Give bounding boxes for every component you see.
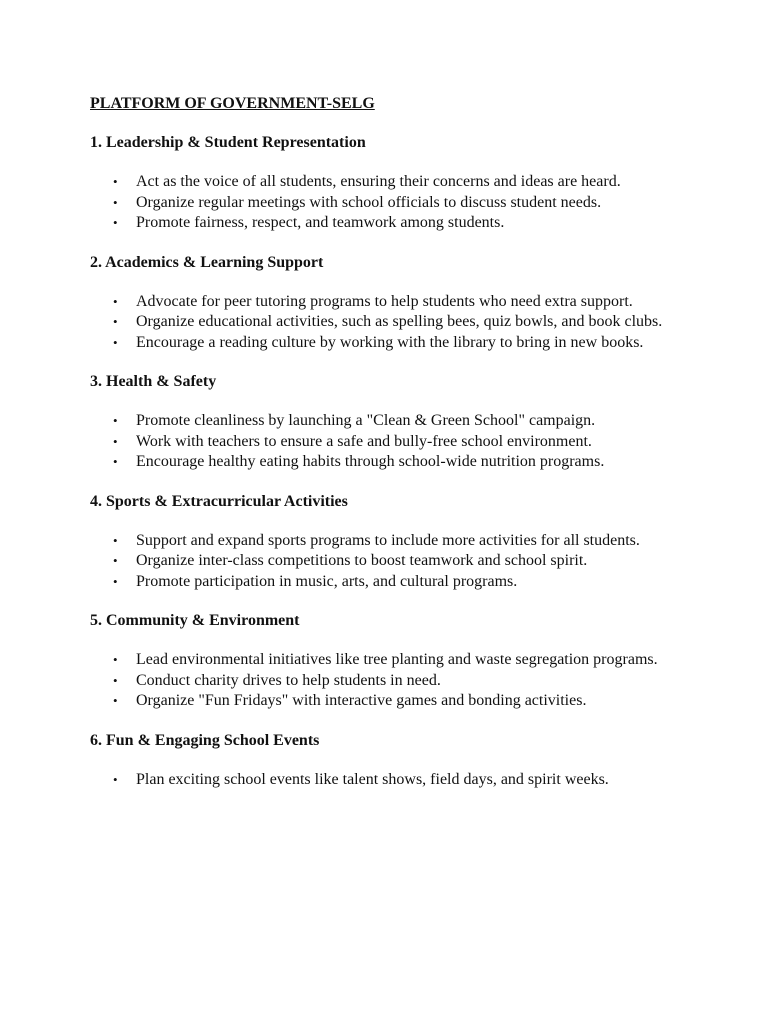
- bullet-icon: •: [113, 314, 118, 329]
- list-item-text: Promote participation in music, arts, and cultural programs.: [136, 572, 518, 590]
- list-item: [90, 312, 690, 333]
- section-heading: 5. Community & Environment: [90, 612, 300, 629]
- list-item: [90, 551, 690, 572]
- list-item-text: Conduct charity drives to help students in need.: [136, 671, 441, 689]
- list-item-text: Promote fairness, respect, and teamwork among students.: [136, 214, 505, 231]
- list-item: [90, 193, 690, 214]
- section-heading: 3. Health & Safety: [90, 373, 217, 390]
- list-item-text: Encourage a reading culture by working with the library to bring in new books.: [136, 333, 644, 351]
- list-item: [90, 531, 690, 552]
- list-item: [90, 691, 690, 712]
- list-item-text: Work with teachers to ensure a safe and bully-free school environment.: [136, 432, 592, 450]
- bullet-icon: •: [113, 672, 118, 688]
- bullet-icon: •: [113, 194, 118, 210]
- bullet-list: [90, 172, 690, 234]
- bullet-icon: •: [113, 652, 118, 667]
- bullet-icon: •: [113, 215, 118, 230]
- list-item: [90, 770, 690, 791]
- list-item-text: Organize educational activities, such as spelling bees, quiz bowls, and book clubs.: [136, 313, 663, 330]
- bullet-icon: •: [113, 532, 118, 548]
- bullet-list: [90, 292, 690, 354]
- bullet-icon: •: [113, 454, 118, 469]
- document-title: PLATFORM OF GOVERNMENT-SELG: [90, 95, 375, 112]
- list-item-text: Plan exciting school events like talent shows, field days, and spirit weeks.: [136, 770, 609, 788]
- list-item-text: Encourage healthy eating habits through school-wide nutrition programs.: [136, 453, 605, 470]
- list-item: [90, 213, 690, 234]
- list-item-text: Promote cleanliness by launching a "Clean & Green School" campaign.: [136, 412, 596, 429]
- section-heading: 2. Academics & Learning Support: [90, 253, 324, 271]
- list-item: [90, 411, 690, 432]
- list-item-text: Support and expand sports programs to include more activities for all students.: [136, 531, 640, 549]
- list-item-text: Organize "Fun Fridays" with interactive games and bonding activities.: [136, 692, 587, 709]
- bullet-icon: •: [113, 334, 118, 350]
- list-item: [90, 333, 690, 354]
- bullet-list: [90, 650, 690, 712]
- bullet-icon: •: [113, 413, 118, 428]
- list-item-text: Organize regular meetings with school officials to discuss student needs.: [136, 193, 602, 211]
- list-item-text: Lead environmental initiatives like tree planting and waste segregation programs.: [136, 651, 658, 668]
- section-heading: 4. Sports & Extracurricular Activities: [90, 492, 348, 510]
- bullet-list: [90, 770, 690, 791]
- bullet-icon: •: [113, 771, 118, 787]
- document-body: [90, 94, 690, 809]
- list-item: [90, 650, 690, 671]
- list-item: [90, 452, 690, 473]
- list-item: [90, 432, 690, 453]
- bullet-icon: •: [113, 573, 118, 589]
- list-item: [90, 671, 690, 692]
- list-item: [90, 572, 690, 593]
- list-item-text: Organize inter-class competitions to boost teamwork and school spirit.: [136, 552, 588, 569]
- section-heading: 1. Leadership & Student Representation: [90, 134, 366, 151]
- list-item-text: Advocate for peer tutoring programs to help students who need extra support.: [136, 292, 633, 310]
- list-item-text: Act as the voice of all students, ensuring their concerns and ideas are heard.: [136, 173, 621, 190]
- bullet-icon: •: [113, 553, 118, 568]
- section-heading: 6. Fun & Engaging School Events: [90, 731, 320, 749]
- bullet-icon: •: [113, 693, 118, 708]
- bullet-icon: •: [113, 293, 118, 309]
- list-item: [90, 292, 690, 313]
- bullet-list: [90, 411, 690, 473]
- bullet-icon: •: [113, 174, 118, 189]
- list-item: [90, 172, 690, 193]
- platform-sections: [90, 133, 690, 790]
- bullet-icon: •: [113, 433, 118, 449]
- bullet-list: [90, 531, 690, 593]
